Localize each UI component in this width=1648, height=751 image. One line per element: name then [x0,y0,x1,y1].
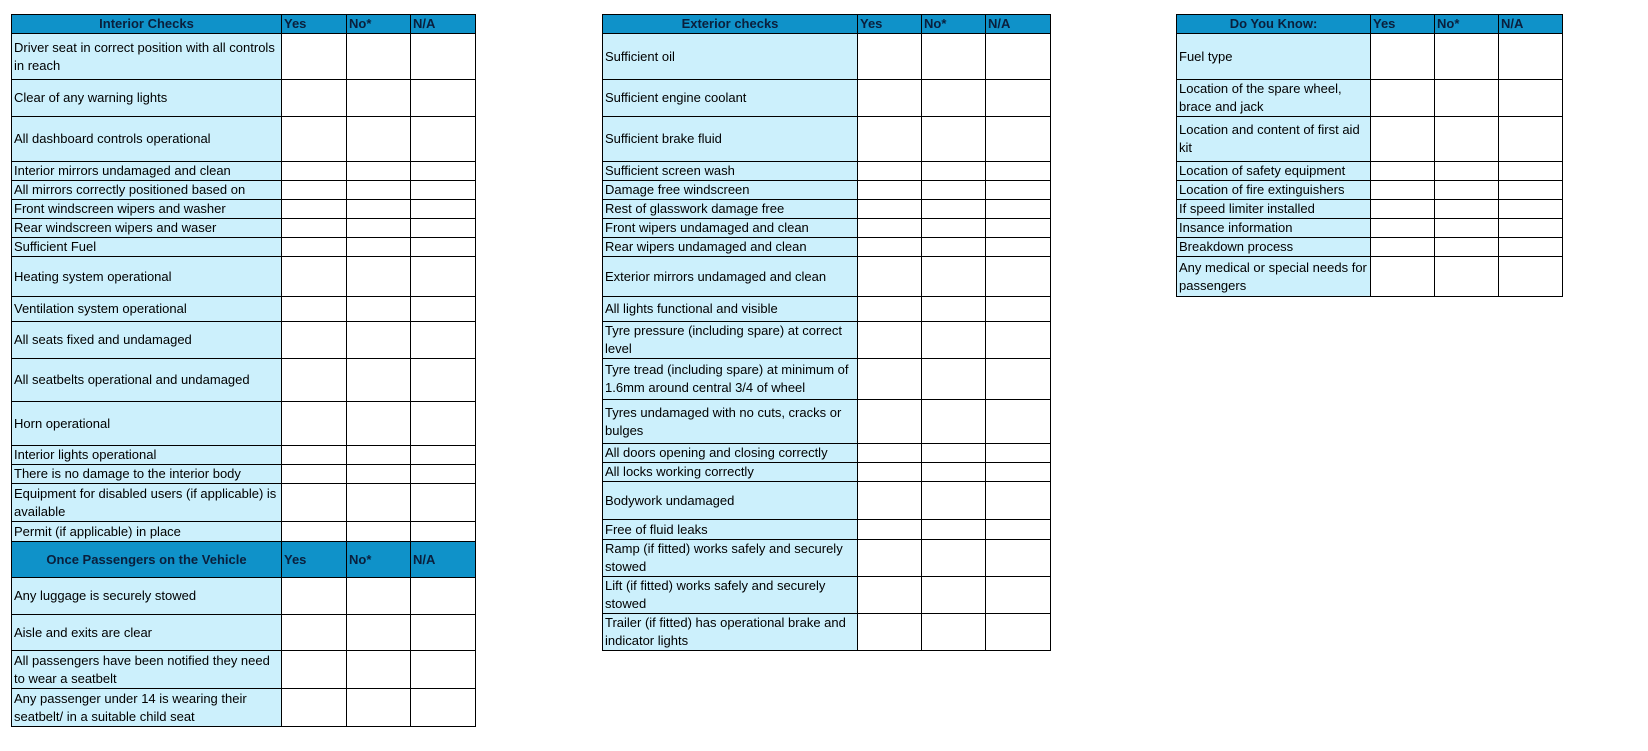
answer-cell-na[interactable] [986,482,1051,520]
answer-cell-na[interactable] [1499,257,1563,297]
answer-cell-no[interactable] [347,522,411,542]
answer-cell-no[interactable] [347,402,411,446]
column-header-na: N/A [1499,15,1563,34]
answer-cell-na[interactable] [986,238,1051,257]
checklist-row [1177,238,1563,257]
check-item-label: Interior lights operational [12,446,282,465]
column-header-yes: Yes [1371,15,1435,34]
answer-cell-yes[interactable] [282,297,347,322]
column-header-na: N/A [411,542,476,578]
answer-cell-yes[interactable] [282,322,347,359]
checklist-row [1177,219,1563,238]
answer-cell-na[interactable] [986,359,1051,400]
answer-cell-na[interactable] [411,257,476,297]
column-header-yes: Yes [282,15,347,34]
do-you-know-table [1176,14,1563,297]
column-header-no: No* [347,15,411,34]
answer-cell-no[interactable] [1435,34,1499,80]
checklist-row [12,80,476,117]
check-item-label: Free of fluid leaks [603,520,858,540]
answer-cell-yes[interactable] [282,446,347,465]
answer-cell-na[interactable] [986,117,1051,162]
checklist-row [12,578,476,615]
answer-cell-no[interactable] [922,181,986,200]
answer-cell-yes[interactable] [282,257,347,297]
check-item-label: Rear windscreen wipers and waser [12,219,282,238]
answer-cell-yes[interactable] [282,162,347,181]
answer-cell-yes[interactable] [858,520,922,540]
checklist-row [12,484,476,522]
answer-cell-yes[interactable] [282,578,347,615]
answer-cell-na[interactable] [986,463,1051,482]
answer-cell-yes[interactable] [858,482,922,520]
check-item-label: Sufficient engine coolant [603,80,858,117]
checklist-row [12,402,476,446]
checklist-row [1177,34,1563,80]
answer-cell-yes[interactable] [858,80,922,117]
checklist-row [603,34,1051,80]
checklist-row [603,400,1051,444]
checklist-row [603,257,1051,297]
check-item-label: Sufficient Fuel [12,238,282,257]
checklist-row [12,297,476,322]
passengers-header-row [12,542,476,578]
check-item-label: All lights functional and visible [603,297,858,322]
answer-cell-na[interactable] [986,34,1051,80]
checklist-row [12,162,476,181]
check-item-label: Clear of any warning lights [12,80,282,117]
check-item-label: Insance information [1177,219,1371,238]
checklist-row [1177,257,1563,297]
answer-cell-yes[interactable] [858,257,922,297]
answer-cell-yes[interactable] [282,117,347,162]
answer-cell-no[interactable] [347,181,411,200]
check-item-label: Breakdown process [1177,238,1371,257]
answer-cell-no[interactable] [347,689,411,727]
answer-cell-no[interactable] [922,257,986,297]
answer-cell-na[interactable] [1499,80,1563,117]
answer-cell-yes[interactable] [858,200,922,219]
answer-cell-no[interactable] [922,117,986,162]
check-item-label: Driver seat in correct position with all controls in reach [12,34,282,80]
check-item-label: Damage free windscreen [603,181,858,200]
answer-cell-yes[interactable] [858,34,922,80]
answer-cell-yes[interactable] [282,219,347,238]
check-item-label: Location and content of first aid kit [1177,117,1371,162]
answer-cell-yes[interactable] [1371,200,1435,219]
answer-cell-yes[interactable] [858,577,922,614]
check-item-label: Exterior mirrors undamaged and clean [603,257,858,297]
answer-cell-na[interactable] [411,578,476,615]
answer-cell-na[interactable] [411,297,476,322]
checklist-row [603,219,1051,238]
check-item-label: Rest of glasswork damage free [603,200,858,219]
answer-cell-na[interactable] [411,34,476,80]
answer-cell-no[interactable] [1435,257,1499,297]
checklist-row [603,577,1051,614]
answer-cell-yes[interactable] [1371,117,1435,162]
answer-cell-yes[interactable] [282,465,347,484]
checklist-row [12,117,476,162]
checklist-row [12,34,476,80]
answer-cell-no[interactable] [922,482,986,520]
answer-cell-no[interactable] [922,359,986,400]
checklist-row [12,689,476,727]
column-header-yes: Yes [282,542,347,578]
checklist-row [12,257,476,297]
check-item-label: Interior mirrors undamaged and clean [12,162,282,181]
answer-cell-yes[interactable] [282,181,347,200]
checklist-row [12,465,476,484]
check-item-label: Bodywork undamaged [603,482,858,520]
answer-cell-na[interactable] [986,297,1051,322]
check-item-label: Any passenger under 14 is wearing their seatbelt/ in a suitable child seat [12,689,282,727]
check-item-label: Ramp (if fitted) works safely and securely stowed [603,540,858,577]
answer-cell-na[interactable] [411,219,476,238]
interior-title: Interior Checks [12,15,282,34]
answer-cell-na[interactable] [1499,200,1563,219]
column-header-na: N/A [411,15,476,34]
answer-cell-na[interactable] [986,200,1051,219]
checklist-row [12,651,476,689]
answer-cell-yes[interactable] [1371,162,1435,181]
answer-cell-yes[interactable] [858,297,922,322]
answer-cell-yes[interactable] [858,540,922,577]
checklist-row [12,238,476,257]
check-item-label: All passengers have been notified they need to wear a seatbelt [12,651,282,689]
answer-cell-na[interactable] [411,484,476,522]
check-item-label: Lift (if fitted) works safely and securely stowed [603,577,858,614]
answer-cell-yes[interactable] [282,689,347,727]
column-header-yes: Yes [858,15,922,34]
checklist-row [12,359,476,402]
checklist-row [1177,117,1563,162]
checklist-row [1177,162,1563,181]
answer-cell-no[interactable] [347,238,411,257]
answer-cell-na[interactable] [411,181,476,200]
answer-cell-no[interactable] [922,219,986,238]
answer-cell-no[interactable] [1435,219,1499,238]
check-item-label: Heating system operational [12,257,282,297]
answer-cell-no[interactable] [922,463,986,482]
checklist-row [603,238,1051,257]
checklist-row [603,482,1051,520]
exterior-header-row [603,15,1051,34]
exterior-checks-table [602,14,1051,651]
check-item-label: Tyre tread (including spare) at minimum of 1.6mm around central 3/4 of wheel [603,359,858,400]
check-item-label: Sufficient oil [603,34,858,80]
answer-cell-no[interactable] [347,200,411,219]
answer-cell-yes[interactable] [1371,34,1435,80]
answer-cell-na[interactable] [411,402,476,446]
check-item-label: Sufficient brake fluid [603,117,858,162]
answer-cell-yes[interactable] [282,238,347,257]
answer-cell-na[interactable] [411,359,476,402]
answer-cell-na[interactable] [411,615,476,651]
checklist-row [12,522,476,542]
answer-cell-no[interactable] [922,297,986,322]
exterior-title: Exterior checks [603,15,858,34]
check-item-label: Front windscreen wipers and washer [12,200,282,219]
answer-cell-yes[interactable] [282,615,347,651]
answer-cell-yes[interactable] [858,238,922,257]
answer-cell-yes[interactable] [858,162,922,181]
answer-cell-no[interactable] [347,446,411,465]
answer-cell-no[interactable] [1435,117,1499,162]
check-item-label: All dashboard controls operational [12,117,282,162]
check-item-label: All doors opening and closing correctly [603,444,858,463]
answer-cell-no[interactable] [922,200,986,219]
answer-cell-na[interactable] [986,400,1051,444]
column-header-no: No* [1435,15,1499,34]
checklist-row [1177,80,1563,117]
answer-cell-na[interactable] [986,322,1051,359]
answer-cell-no[interactable] [347,297,411,322]
answer-cell-na[interactable] [986,257,1051,297]
checklist-row [603,444,1051,463]
answer-cell-no[interactable] [922,540,986,577]
check-item-label: Fuel type [1177,34,1371,80]
answer-cell-no[interactable] [347,615,411,651]
check-item-label: All seats fixed and undamaged [12,322,282,359]
check-item-label: Front wipers undamaged and clean [603,219,858,238]
answer-cell-yes[interactable] [858,614,922,651]
interior-header-row [12,15,476,34]
answer-cell-na[interactable] [411,238,476,257]
answer-cell-no[interactable] [922,400,986,444]
answer-cell-yes[interactable] [282,484,347,522]
answer-cell-no[interactable] [922,34,986,80]
answer-cell-no[interactable] [347,117,411,162]
answer-cell-na[interactable] [411,689,476,727]
checklist-row [603,200,1051,219]
answer-cell-no[interactable] [1435,181,1499,200]
answer-cell-na[interactable] [411,322,476,359]
checklist-row [12,615,476,651]
answer-cell-no[interactable] [347,578,411,615]
answer-cell-yes[interactable] [858,181,922,200]
answer-cell-no[interactable] [922,577,986,614]
checklist-row [1177,200,1563,219]
checklist-row [603,117,1051,162]
checklist-row [12,181,476,200]
checklist-row [603,297,1051,322]
answer-cell-yes[interactable] [282,200,347,219]
answer-cell-no[interactable] [922,162,986,181]
check-item-label: Tyres undamaged with no cuts, cracks or bulges [603,400,858,444]
answer-cell-na[interactable] [986,444,1051,463]
answer-cell-no[interactable] [347,465,411,484]
check-item-label: Location of fire extinguishers [1177,181,1371,200]
answer-cell-yes[interactable] [282,522,347,542]
check-item-label: Location of the spare wheel, brace and jack [1177,80,1371,117]
answer-cell-yes[interactable] [858,322,922,359]
checklist-row [12,446,476,465]
answer-cell-no[interactable] [347,257,411,297]
answer-cell-na[interactable] [1499,219,1563,238]
answer-cell-yes[interactable] [282,402,347,446]
checklist-row [12,219,476,238]
answer-cell-na[interactable] [411,117,476,162]
answer-cell-na[interactable] [1499,181,1563,200]
check-item-label: Location of safety equipment [1177,162,1371,181]
answer-cell-na[interactable] [986,614,1051,651]
answer-cell-yes[interactable] [1371,80,1435,117]
check-item-label: Equipment for disabled users (if applicable) is available [12,484,282,522]
check-item-label: Sufficient screen wash [603,162,858,181]
passengers-title: Once Passengers on the Vehicle [12,542,282,578]
answer-cell-yes[interactable] [1371,257,1435,297]
answer-cell-no[interactable] [347,80,411,117]
checklist-row [603,162,1051,181]
answer-cell-no[interactable] [347,651,411,689]
answer-cell-no[interactable] [347,484,411,522]
answer-cell-yes[interactable] [282,651,347,689]
check-item-label: Tyre pressure (including spare) at correct level [603,322,858,359]
check-item-label: All seatbelts operational and undamaged [12,359,282,402]
answer-cell-no[interactable] [347,359,411,402]
checklist-row [12,322,476,359]
answer-cell-yes[interactable] [858,359,922,400]
answer-cell-yes[interactable] [1371,181,1435,200]
answer-cell-no[interactable] [1435,200,1499,219]
check-item-label: Any medical or special needs for passengers [1177,257,1371,297]
checklist-row [603,359,1051,400]
answer-cell-no[interactable] [347,162,411,181]
answer-cell-no[interactable] [922,80,986,117]
answer-cell-no[interactable] [922,520,986,540]
answer-cell-no[interactable] [922,322,986,359]
answer-cell-na[interactable] [986,520,1051,540]
checklist-row [603,614,1051,651]
do-you-know-title: Do You Know: [1177,15,1371,34]
answer-cell-no[interactable] [922,238,986,257]
answer-cell-na[interactable] [1499,117,1563,162]
interior-checks-table [11,14,476,727]
check-item-label: Rear wipers undamaged and clean [603,238,858,257]
answer-cell-na[interactable] [411,80,476,117]
answer-cell-na[interactable] [986,181,1051,200]
answer-cell-yes[interactable] [858,117,922,162]
answer-cell-yes[interactable] [282,80,347,117]
check-item-label: Aisle and exits are clear [12,615,282,651]
answer-cell-yes[interactable] [1371,219,1435,238]
answer-cell-no[interactable] [347,219,411,238]
answer-cell-na[interactable] [1499,162,1563,181]
checklist-row [603,463,1051,482]
answer-cell-no[interactable] [922,444,986,463]
answer-cell-na[interactable] [986,577,1051,614]
column-header-no: No* [347,542,411,578]
answer-cell-yes[interactable] [858,400,922,444]
answer-cell-no[interactable] [347,322,411,359]
check-item-label: Trailer (if fitted) has operational brake and indicator lights [603,614,858,651]
check-item-label: Horn operational [12,402,282,446]
answer-cell-no[interactable] [1435,238,1499,257]
answer-cell-no[interactable] [1435,80,1499,117]
check-item-label: There is no damage to the interior body [12,465,282,484]
answer-cell-no[interactable] [1435,162,1499,181]
answer-cell-na[interactable] [986,219,1051,238]
answer-cell-na[interactable] [986,540,1051,577]
checklist-row [603,181,1051,200]
checklist-row [12,200,476,219]
do-you-know-header-row [1177,15,1563,34]
answer-cell-na[interactable] [411,651,476,689]
answer-cell-yes[interactable] [858,463,922,482]
answer-cell-yes[interactable] [282,359,347,402]
check-item-label: Any luggage is securely stowed [12,578,282,615]
answer-cell-no[interactable] [347,34,411,80]
checklist-row [603,80,1051,117]
check-item-label: Permit (if applicable) in place [12,522,282,542]
answer-cell-na[interactable] [411,446,476,465]
answer-cell-yes[interactable] [282,34,347,80]
answer-cell-no[interactable] [922,614,986,651]
check-item-label: If speed limiter installed [1177,200,1371,219]
answer-cell-yes[interactable] [858,219,922,238]
answer-cell-na[interactable] [1499,238,1563,257]
check-item-label: Ventilation system operational [12,297,282,322]
checklist-row [603,322,1051,359]
answer-cell-na[interactable] [411,465,476,484]
answer-cell-yes[interactable] [1371,238,1435,257]
column-header-na: N/A [986,15,1051,34]
answer-cell-na[interactable] [986,162,1051,181]
checklist-row [603,540,1051,577]
check-item-label: All mirrors correctly positioned based on [12,181,282,200]
answer-cell-na[interactable] [986,80,1051,117]
answer-cell-na[interactable] [411,162,476,181]
checklist-row [603,520,1051,540]
answer-cell-na[interactable] [1499,34,1563,80]
answer-cell-na[interactable] [411,200,476,219]
checklist-row [1177,181,1563,200]
check-item-label: All locks working correctly [603,463,858,482]
answer-cell-na[interactable] [411,522,476,542]
column-header-no: No* [922,15,986,34]
answer-cell-yes[interactable] [858,444,922,463]
